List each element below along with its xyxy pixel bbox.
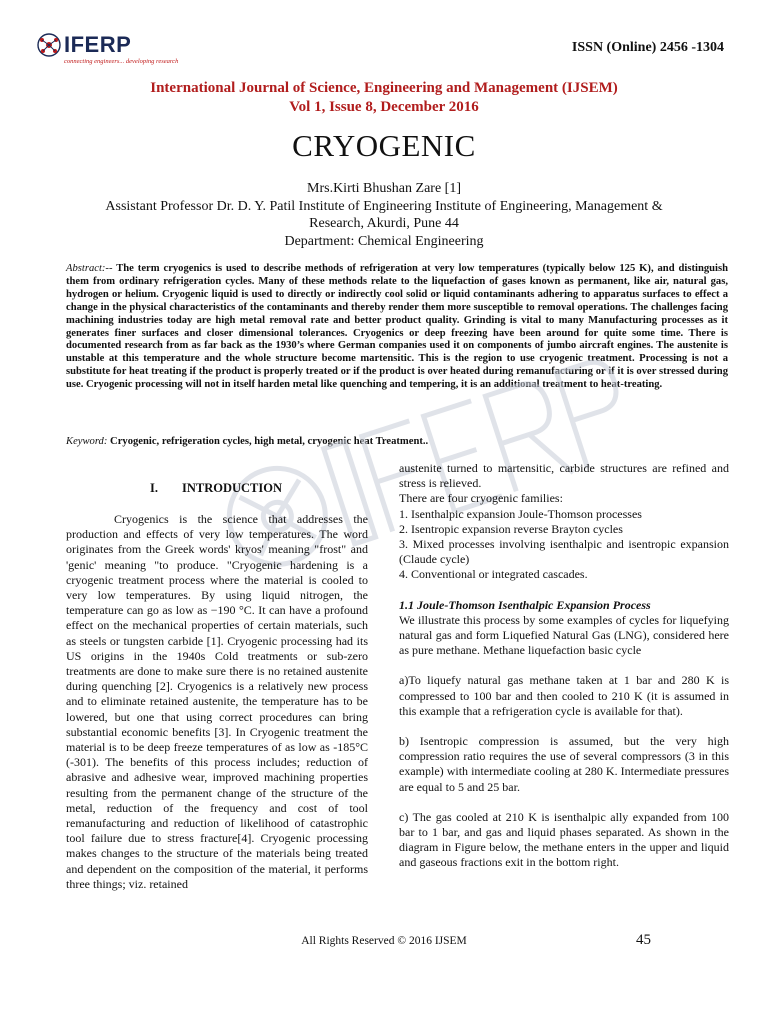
keyword-label: Keyword: (66, 436, 108, 447)
journal-name: International Journal of Science, Engineering and Management (IJSEM) (150, 80, 618, 96)
continuation-text: austenite turned to martensitic, carbide structures are refined and stress is relieved. (399, 461, 729, 491)
list-item: 2. Isentropic expansion reverse Brayton cycles (399, 521, 623, 536)
families-intro: There are four cryogenic families: (399, 491, 563, 506)
iferp-logo (36, 30, 186, 74)
right-column (399, 461, 729, 871)
section-title: INTRODUCTION (182, 481, 283, 495)
logo-text: IFERP (64, 32, 132, 57)
list-item: 3. Mixed processes involving isenthalpic and isentropic expansion (Claude cycle) (399, 537, 729, 567)
department: Department: Chemical Engineering (284, 233, 484, 249)
subsection-intro: We illustrate this process by some examples of cycles for liquefying natural gas and form Liquefied Natural Gas (LNG), considered here as pure methane. Methane liquefaction basic cycle (399, 612, 729, 658)
abstract (66, 263, 728, 392)
step-a: a)To liquefy natural gas methane taken at 1 bar and 280 K is compressed to 100 bar and then cooled to 210 K (it is assumed in this example that a refrigeration cycle is available for that). (399, 673, 729, 718)
iferp-globe-icon (36, 32, 62, 58)
logo-tagline: connecting engineers... developing research (64, 58, 179, 65)
section-heading-introduction (150, 481, 282, 496)
abstract-label: Abstract:-- (66, 263, 113, 274)
left-column (66, 512, 368, 892)
abstract-text: The term cryogenics is used to describe methods of refrigeration at very low temperatures (typically below 125 K), and distinguish them from ordinary refrigeration cycles. Many of these methods relate to the liquefaction of gases known as permanent, like air, natural gas, hydrogen or helium. Cryogenic liquid is used to directly or indirectly cool solid or liquid contaminants adhering to apparatus surfaces to effect a change in the physical characteristics of the contaminants and thereby render them more susceptible to removal operations. The challenges facing machining industries today are high metal removal rate and better product quality. Grinding is vital to many Manufacturing processes as it generates finer surfaces and closer dimensional tolerances. Cryogenics or deep freezing have been around for quite some time. There is documented research from as far back as the 1930’s where German companies used it on components of jumbo aircraft engines. The austenite is unstable at this temperature and the whole structure become martensitic. This is the region to use cryogenic treatment. Processing is not a substitute for heat treating if the product is properly treated or if the product is over heated during remanufacturing or if it is over stressed during use. Cryogenic processing will not in itself harden metal like quenching and tempering, it is an additional treatment to heat-treating. (66, 263, 728, 391)
keywords (66, 436, 728, 447)
step-c: c) The gas cooled at 210 K is isenthalpic ally expanded from 100 bar to 1 bar, and gas and liquid phases separated. As shown in the diagram in Figure below, the methane enters in the upper and liquid and gaseous fractions exit in the bottom right. (399, 809, 729, 870)
keyword-text: Cryogenic, refrigeration cycles, high metal, cryogenic heat Treatment.. (107, 436, 429, 447)
step-b: b) Isentropic compression is assumed, but the very high compression ratio requires the use of several compressors (3 in this example) with intermediate cooling at 280 K. Intermediate pressures are equal to 5 and 25 bar. (399, 734, 729, 794)
issn: ISSN (Online) 2456 -1304 (571, 40, 724, 55)
section-number: I. (150, 481, 158, 495)
paper-title: CRYOGENIC (292, 128, 476, 163)
affiliation-line-2: Research, Akurdi, Pune 44 (309, 216, 459, 231)
journal-volume: Vol 1, Issue 8, December 2016 (289, 99, 479, 115)
list-item: 1. Isenthalpic expansion Joule-Thomson processes (399, 506, 642, 521)
subsection-heading: 1.1 Joule-Thomson Isenthalpic Expansion Process (399, 597, 651, 612)
page-number: 45 (636, 932, 651, 948)
author-block (100, 180, 668, 250)
author-name: Mrs.Kirti Bhushan Zare [1] (307, 181, 461, 196)
list-item: 4. Conventional or integrated cascades. (399, 567, 588, 582)
introduction-paragraph: Cryogenics is the science that addresses the production and effects of very low temperatures. The word originates from the Greek words' kryos' meaning "frost" and 'genic' meaning "to produce. "Cryogenic hardening is a cryogenic treatment process where the material is cooled to very low temperatures. By using liquid nitrogen, the temperature can go as low as −190 °C. It can have a profound effect on the mechanical properties of certain materials, such as steels or tungsten carbide [1]. Cryogenic processing had its US origins in the 1940s Cold treatments or sub-zero treatments are done to make sure there is no retained austenite during quenching [2]. Cryogenics is a relatively new process and to eliminate retained austenite, the temperature has to be lowered, but one that using correct procedures can bring substantial economic benefits [3]. In Cryogenic treatment the material is to be deep freeze temperatures of as low as -185°C (-301). The benefits of this process includes; reduction of abrasive and adhesive wear, improved machining properties resulting from the permanent change of the structure of the metal, reduction of the frequency and cost of tool remanufacturing and reduction of likelihood of catastrophic tool failure due to stress fracture[4]. Cryogenic processing makes changes to the structure of the materials being treated and dependent on the composition of the material, it performs three things; viz. retained (66, 512, 368, 891)
affiliation-line-1: Assistant Professor Dr. D. Y. Patil Institute of Engineering Institute of Engineering, Management & (105, 198, 663, 214)
copyright-footer: All Rights Reserved © 2016 IJSEM (301, 935, 467, 947)
